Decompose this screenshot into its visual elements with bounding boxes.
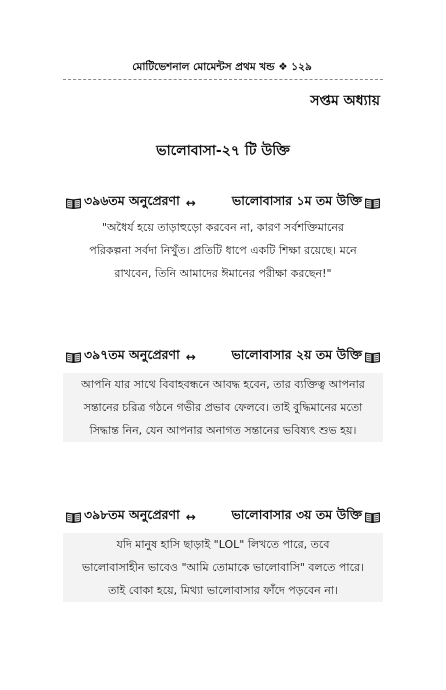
running-header: মোটিভেশনাল মোমেন্টস প্রথম খন্ড ❖ ১২৯ [132,61,312,73]
open-book-icon [365,512,380,523]
double-arrow-icon: ↔ [185,350,196,364]
open-book-icon [66,352,81,363]
open-book-icon [365,198,380,209]
entry-number: ৩৯৮তম অনুপ্রেরণা [84,507,180,522]
entry-heading [63,507,383,527]
entry-subtitle: ভালোবাসার ৩য় তম উক্তি [231,507,362,522]
entry-line: তাই বোকা হয়ে, মিথ্যা ভালোবাসার ফাঁদে পড়বেন না। [108,584,338,597]
entry-number: ৩৯৬তম অনুপ্রেরণা [84,193,180,208]
entry-subtitle: ভালোবাসার ১ম তম উক্তি [231,193,362,208]
open-book-icon [66,512,81,523]
chapter-title: সপ্তম অধ্যায় [310,93,380,109]
entry-line: সন্তানের চরিত্র গঠনে গভীর প্রভাব ফেলবে। তাই বুদ্ধিমানের মতো [83,401,363,414]
entry-line: যদি মানুষ হাসি ছাড়াই "LOL" লিখতে পারে, তবে [116,538,330,551]
entry-body [63,533,383,602]
entry-line: পরিকল্পনা সর্বদা নিখুঁত। প্রতিটি ধাপে একটি শিক্ষা রয়েছে। মনে [89,244,357,257]
entry-line: সিদ্ধান্ত নিন, যেন আপনার অনাগত সন্তানের ভবিষ্যৎ শুভ হয়। [89,424,357,437]
entry-number: ৩৯৭তম অনুপ্রেরণা [84,347,180,362]
open-book-icon [365,352,380,363]
header-divider [63,79,383,80]
entry-line: রাখবেন, তিনি আমাদের ঈমানের পরীক্ষা করছেন!" [114,267,332,280]
double-arrow-icon: ↔ [185,196,196,210]
entry-line: ভালোবাসাহীন ভাবেও "আমি তোমাকে ভালোবাসি" বলতে পারে। [82,561,364,574]
double-arrow-icon: ↔ [185,510,196,524]
entry-subtitle: ভালোবাসার ২য় তম উক্তি [231,347,362,362]
entry-heading [63,193,383,213]
section-title: ভালোবাসা-২৭ টি উক্তি [156,143,290,159]
entry-body [63,216,383,285]
entry-line: "অধৈর্য হয়ে তাড়াহুড়ো করবেন না, কারণ সর্বশক্তিমানের [101,221,345,234]
open-book-icon [66,198,81,209]
entry-line: আপনি যার সাথে বিবাহবন্ধনে আবদ্ধ হবেন, তার ব্যক্তিত্ব আপনার [81,378,365,391]
entry-body [63,373,383,442]
entry-heading [63,347,383,367]
